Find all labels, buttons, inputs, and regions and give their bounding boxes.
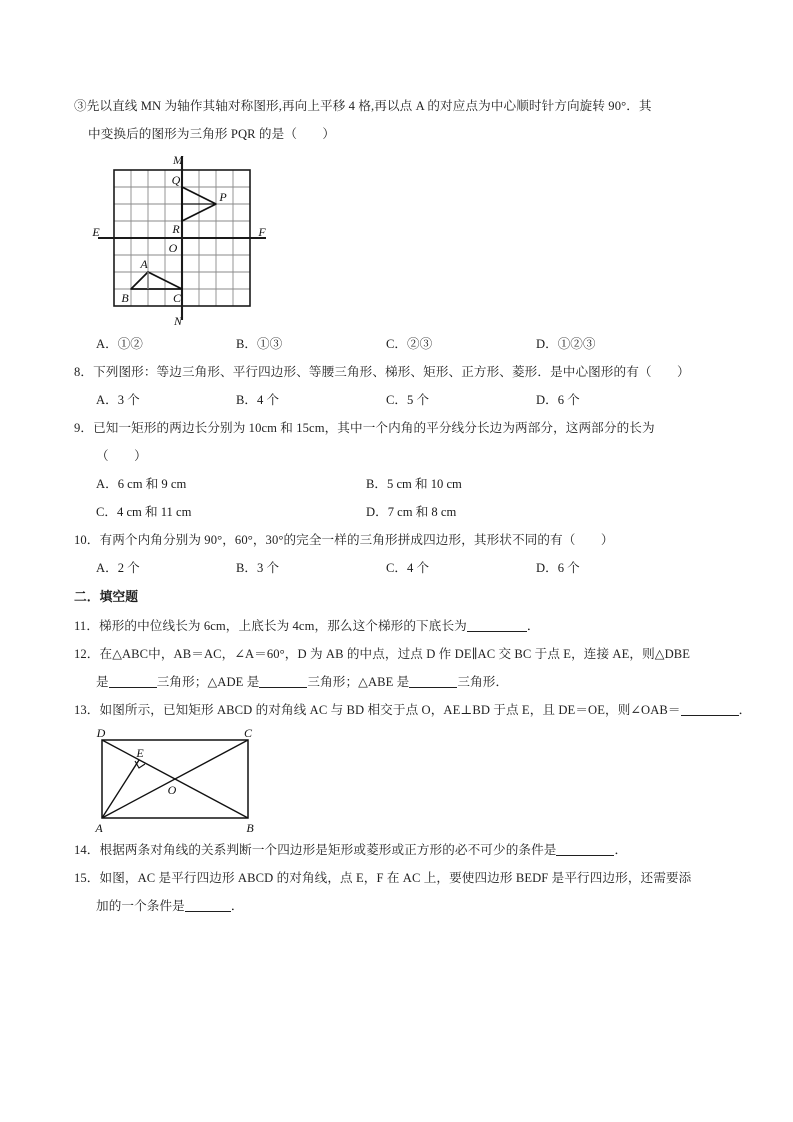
q7-choice-c[interactable]: C．②③ bbox=[386, 337, 433, 351]
q10-text: 有两个内角分别为 90°，60°，30°的完全一样的三角形拼成四边形，其形状不同的有（ ） bbox=[99, 533, 614, 547]
label-f: F bbox=[258, 225, 266, 239]
q10-number: 10． bbox=[74, 533, 100, 547]
q8-choice-b[interactable]: B．4 个 bbox=[236, 393, 280, 407]
label-r: R bbox=[172, 222, 180, 236]
q11-number: 11． bbox=[74, 619, 100, 633]
label-m: M bbox=[173, 153, 183, 167]
q13-text: 如图所示，已知矩形 ABCD 的对角线 AC 与 BD 相交于点 O，AE⊥BD 于点 E，且 DE＝OE，则∠OAB＝ bbox=[99, 703, 681, 717]
q9-choice-b[interactable]: B．5 cm 和 10 cm bbox=[366, 477, 462, 491]
label-c: C bbox=[243, 726, 253, 740]
q15-stem-line-2 bbox=[74, 892, 714, 920]
label-d: D bbox=[96, 726, 106, 740]
q15-text-1: 如图，AC 是平行四边形 ABCD 的对角线，点 E，F 在 AC 上，要使四边形 BEDF 是平行四边形，还需要添 bbox=[99, 871, 692, 885]
q10-choice-a[interactable]: A．2 个 bbox=[96, 561, 140, 575]
q11-period: ． bbox=[526, 619, 540, 633]
q12-text-2a: 是 bbox=[96, 675, 109, 689]
label-e: E bbox=[92, 225, 100, 239]
question-8 bbox=[74, 358, 714, 386]
q9-text-1: 已知一矩形的两边长分别为 10cm 和 15cm，其中一个内角的平分线分长边为两部分，这两部分的长为 bbox=[93, 421, 655, 435]
triangle-abc bbox=[131, 272, 182, 289]
q12-answer-blank-2[interactable] bbox=[259, 674, 307, 688]
q9-stem-line-2 bbox=[74, 442, 714, 470]
question-8-choices bbox=[74, 386, 714, 414]
question-11 bbox=[74, 612, 714, 640]
question-7-tail bbox=[74, 92, 714, 148]
q7-line-2-text: 中变换后的图形为三角形 PQR 的是（ ） bbox=[88, 127, 336, 141]
label-o: O bbox=[168, 241, 178, 255]
q12-number: 12． bbox=[74, 647, 100, 661]
figure-rectangle-container bbox=[74, 724, 714, 836]
q9-text-2: （ ） bbox=[96, 449, 147, 463]
rectangle-diagonals-figure bbox=[88, 726, 278, 836]
question-9 bbox=[74, 414, 714, 470]
q14-text: 根据两条对角线的关系判断一个四边形是矩形或菱形或正方形的必不可少的条件是 bbox=[99, 843, 557, 857]
figure-grid-container bbox=[74, 148, 714, 330]
question-10-choices bbox=[74, 554, 714, 582]
q12-answer-blank-3[interactable] bbox=[409, 674, 457, 688]
q9-number: 9． bbox=[74, 421, 94, 435]
q13-answer-blank[interactable] bbox=[681, 702, 739, 716]
q14-number: 14． bbox=[74, 843, 100, 857]
label-n: N bbox=[173, 314, 183, 328]
label-e: E bbox=[136, 746, 144, 760]
q9-choice-a[interactable]: A．6 cm 和 9 cm bbox=[96, 477, 187, 491]
q7-choice-d[interactable]: D．①②③ bbox=[536, 337, 596, 351]
q7-line-2 bbox=[74, 120, 714, 148]
question-15 bbox=[74, 864, 714, 920]
q9-choice-d[interactable]: D．7 cm 和 8 cm bbox=[366, 505, 457, 519]
q14-period: ． bbox=[614, 843, 628, 857]
question-10 bbox=[74, 526, 714, 554]
question-7-choices bbox=[74, 330, 714, 358]
label-q: Q bbox=[171, 173, 181, 187]
q12-text-1: 在△ABC中，AB＝AC，∠A＝60°，D 为 AB 的中点，过点 D 作 DE∥AC 交 BC 于点 E，连接 AE，则△DBE bbox=[99, 647, 691, 661]
q8-stem bbox=[74, 358, 714, 386]
q8-choice-c[interactable]: C．5 个 bbox=[386, 393, 430, 407]
q10-choice-c[interactable]: C．4 个 bbox=[386, 561, 430, 575]
q7-line-1: ③先以直线 MN 为轴作其轴对称图形,再向上平移 4 格,再以点 A 的对应点为中心顺时针方向旋转 90°．其 bbox=[74, 99, 652, 113]
q13-period: ． bbox=[738, 703, 752, 717]
q12-text-2c: 三角形；△ABE 是 bbox=[307, 675, 410, 689]
question-13 bbox=[74, 696, 752, 724]
label-o: O bbox=[167, 783, 177, 797]
q15-text-2a: 加的一个条件是 bbox=[96, 899, 185, 913]
q10-choice-b[interactable]: B．3 个 bbox=[236, 561, 280, 575]
segment-ae bbox=[102, 760, 139, 818]
worksheet-content bbox=[74, 92, 752, 920]
q8-text: 下列图形：等边三角形、平行四边形、等腰三角形、梯形、矩形、正方形、菱形．是中心图形的有（ ） bbox=[93, 365, 690, 379]
q9-choice-c[interactable]: C．4 cm 和 11 cm bbox=[96, 505, 192, 519]
question-14 bbox=[74, 836, 714, 864]
grid-transformation-figure bbox=[84, 148, 314, 328]
q15-number: 15． bbox=[74, 871, 100, 885]
label-c: C bbox=[172, 291, 182, 305]
q7-choice-a[interactable]: A．①② bbox=[96, 337, 143, 351]
label-b: B bbox=[121, 291, 129, 305]
q8-choice-d[interactable]: D．6 个 bbox=[536, 393, 580, 407]
q15-period: ． bbox=[230, 899, 244, 913]
rectangle-svg bbox=[88, 726, 278, 836]
q8-choice-a[interactable]: A．3 个 bbox=[96, 393, 140, 407]
q9-stem-line-1 bbox=[74, 414, 714, 442]
q12-text-2b: 三角形；△ADE 是 bbox=[156, 675, 260, 689]
q15-answer-blank[interactable] bbox=[185, 898, 231, 912]
question-9-choices-row-2 bbox=[74, 498, 714, 526]
q14-answer-blank[interactable] bbox=[556, 842, 614, 856]
q15-stem-line-1 bbox=[74, 864, 714, 892]
section-heading-fill-in-blank: 二．填空题 bbox=[74, 589, 138, 604]
grid-svg bbox=[84, 148, 314, 328]
q11-text: 梯形的中位线长为 6cm，上底长为 4cm，那么这个梯形的下底长为 bbox=[99, 619, 467, 633]
q7-choice-b[interactable]: B．①③ bbox=[236, 337, 283, 351]
q11-stem bbox=[74, 612, 714, 640]
label-b: B bbox=[246, 821, 254, 835]
question-12 bbox=[74, 640, 714, 696]
label-a: A bbox=[140, 257, 148, 271]
q11-answer-blank[interactable] bbox=[467, 618, 527, 632]
q13-number: 13． bbox=[74, 703, 100, 717]
q10-stem bbox=[74, 526, 714, 554]
q8-number: 8． bbox=[74, 365, 94, 379]
q10-choice-d[interactable]: D．6 个 bbox=[536, 561, 580, 575]
q14-stem bbox=[74, 836, 714, 864]
q13-stem bbox=[74, 696, 752, 724]
q12-stem-line-1 bbox=[74, 640, 714, 668]
q12-text-2d: 三角形． bbox=[457, 675, 509, 689]
q12-answer-blank-1[interactable] bbox=[109, 674, 157, 688]
label-a: A bbox=[95, 821, 103, 835]
q12-stem-line-2 bbox=[74, 668, 714, 696]
label-p: P bbox=[219, 190, 227, 204]
question-9-choices-row-1 bbox=[74, 470, 714, 498]
